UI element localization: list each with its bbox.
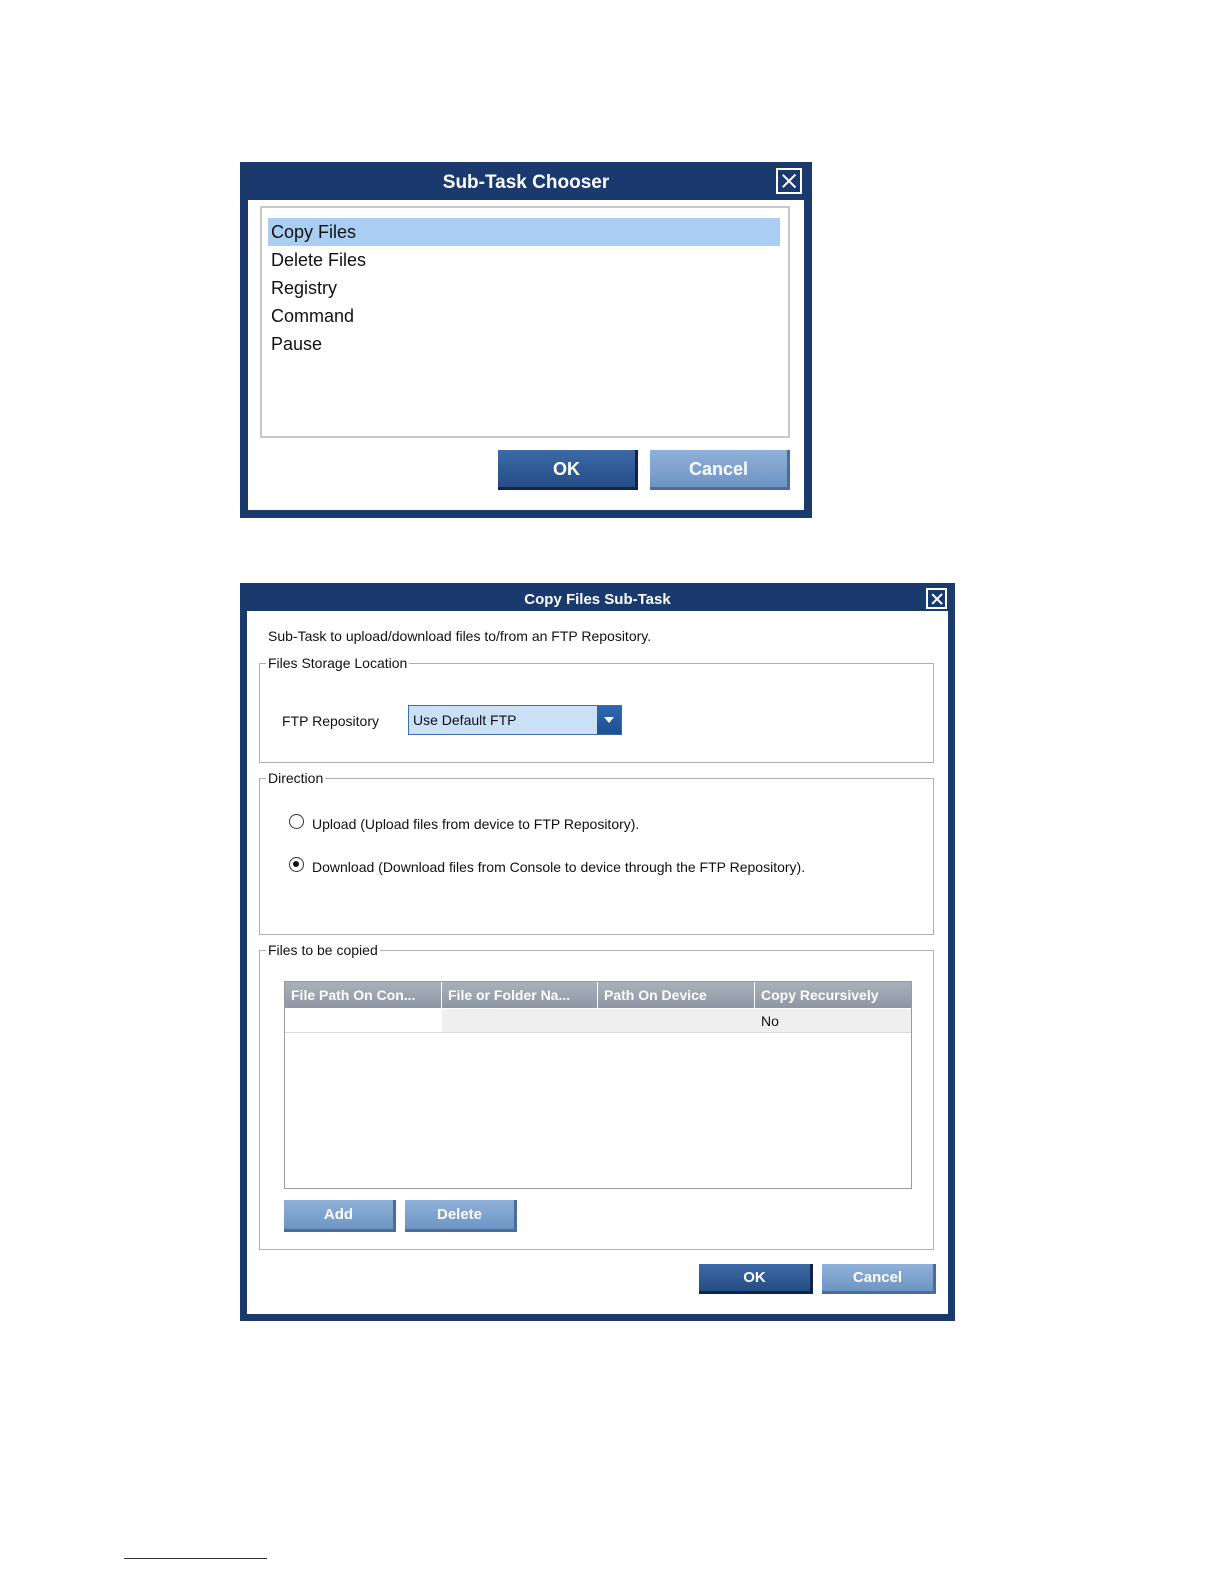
list-item-copy-files[interactable]: Copy Files — [268, 218, 780, 246]
files-to-be-copied-legend: Files to be copied — [268, 942, 378, 958]
files-to-be-copied-group — [259, 942, 934, 1250]
files-storage-location-legend: Files Storage Location — [268, 655, 408, 671]
ftp-repository-value: Use Default FTP — [413, 712, 517, 728]
download-radio[interactable] — [289, 857, 304, 872]
list-item-pause[interactable]: Pause — [271, 334, 323, 354]
chooser-client-area — [248, 200, 804, 510]
direction-group — [259, 770, 934, 935]
sub-task-description: Sub-Task to upload/download files to/from an FTP Repository. — [268, 628, 652, 644]
table-cell[interactable] — [598, 1009, 755, 1033]
list-item-delete-files[interactable]: Delete Files — [271, 250, 367, 270]
column-header-file-path[interactable]: File Path On Con... — [285, 982, 442, 1008]
download-label[interactable]: Download (Download files from Console to device through the FTP Repository). — [312, 859, 806, 875]
delete-file-button[interactable]: Delete — [405, 1200, 517, 1232]
list-item-registry[interactable]: Registry — [271, 278, 338, 298]
table-cell[interactable] — [442, 1009, 598, 1033]
close-icon[interactable] — [926, 588, 947, 609]
upload-radio[interactable] — [289, 814, 304, 829]
add-file-button[interactable]: Add — [284, 1200, 396, 1232]
files-table[interactable] — [284, 981, 912, 1189]
close-icon[interactable] — [776, 168, 802, 194]
column-header-file-or-folder-name[interactable]: File or Folder Na... — [442, 982, 598, 1008]
ftp-repository-select[interactable] — [408, 705, 622, 735]
copy-files-ok-button[interactable]: OK — [699, 1264, 813, 1294]
copy-files-title: Copy Files Sub-Task — [524, 591, 671, 608]
files-storage-location-group — [259, 655, 934, 763]
sub-task-chooser-dialog — [240, 162, 812, 518]
chooser-ok-button[interactable]: OK — [498, 450, 638, 490]
column-header-copy-recursively[interactable]: Copy Recursively — [755, 982, 911, 1008]
chooser-cancel-button[interactable]: Cancel — [650, 450, 790, 490]
chevron-down-icon[interactable] — [597, 706, 621, 734]
sub-task-list[interactable] — [260, 206, 790, 438]
copy-files-client-area — [247, 611, 948, 1314]
upload-label[interactable]: Upload (Upload files from device to FTP Repository). — [312, 816, 640, 832]
table-cell[interactable] — [285, 1009, 442, 1033]
list-item-command[interactable]: Command — [271, 306, 355, 326]
copy-files-cancel-button[interactable]: Cancel — [822, 1264, 936, 1294]
copy-files-sub-task-dialog — [240, 583, 955, 1321]
footer-divider — [124, 1558, 267, 1559]
direction-legend: Direction — [268, 770, 324, 786]
ftp-repository-label: FTP Repository — [282, 713, 379, 729]
column-header-path-on-device[interactable]: Path On Device — [598, 982, 755, 1008]
chooser-title: Sub-Task Chooser — [442, 172, 610, 193]
table-cell-copy-recursively[interactable]: No — [755, 1009, 911, 1033]
